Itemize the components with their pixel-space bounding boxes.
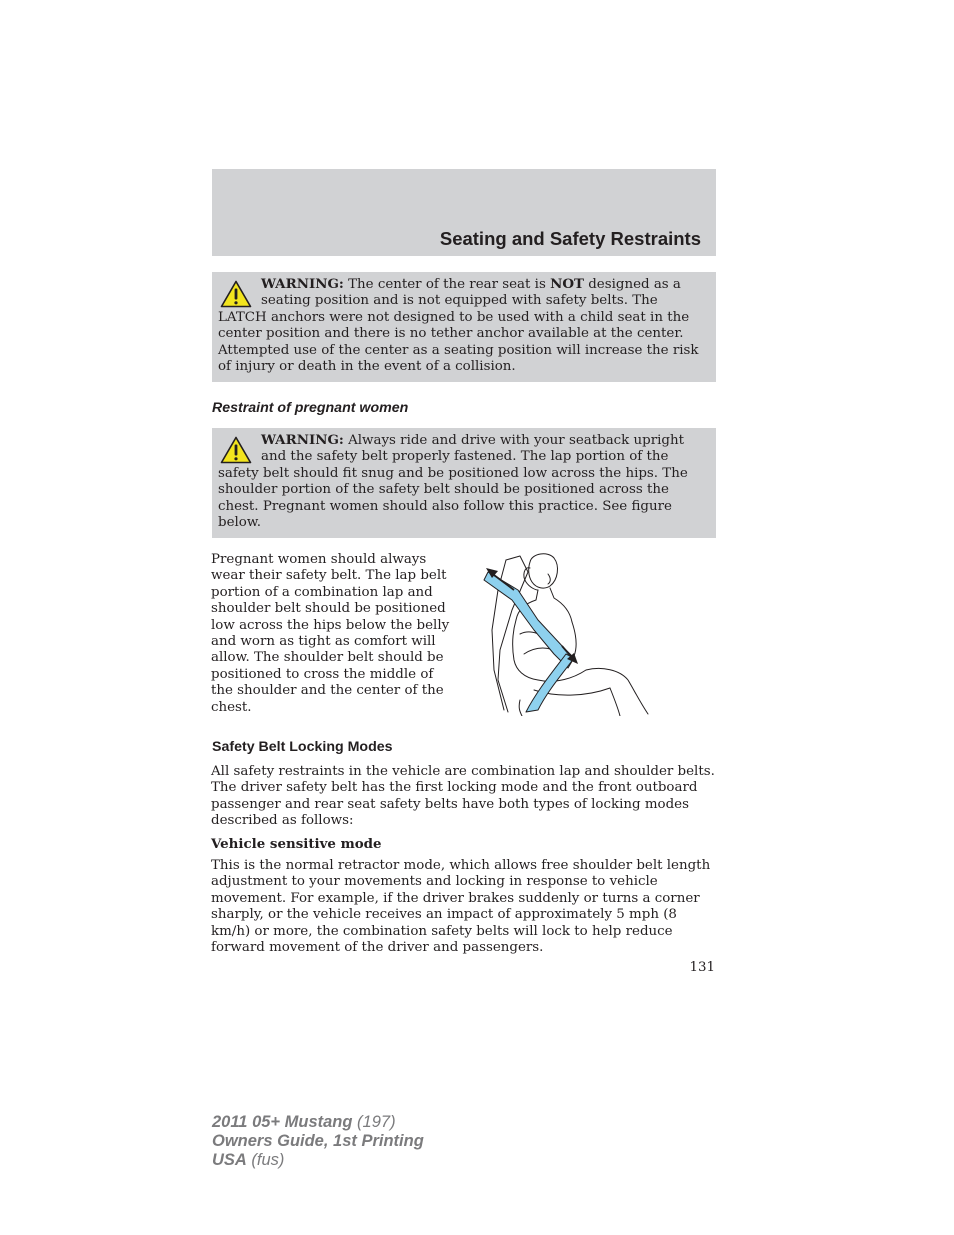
pregnant-woman-seatbelt-illustration xyxy=(478,550,653,716)
section-header xyxy=(212,169,716,256)
section-title: Seating and Safety Restraints xyxy=(439,228,701,249)
footer-model: 2011 05+ Mustang xyxy=(212,1113,353,1131)
warning-label: WARNING: xyxy=(261,276,344,292)
warning-text-line: seating position and is not equipped with safety belts. The xyxy=(261,293,658,309)
warning-triangle-icon xyxy=(220,280,252,308)
footer-line xyxy=(212,1151,424,1170)
vehicle-sensitive-mode-text: This is the normal retractor mode, which allows free shoulder belt length adjustment to your movements and locking in response to vehicle movement. For example, if the driver brakes suddenly or turns a corner sharply, or the vehicle receives an impact of approximately 5 mph (8 km/h) or more, the combination safety belts will lock to help reduce forward movement of the driver and passengers. xyxy=(211,858,711,956)
warning-text: Always ride and drive with your seatback upright xyxy=(343,433,685,448)
warning-text-body: LATCH anchors were not designed to be used with a child seat in the center position and there is no tether anchor available at the center. Attempted use of the center as a seating position will increase the risk of injury or death in the event of a collision. xyxy=(218,309,699,375)
warning-text-line xyxy=(218,432,708,449)
warning-text: The center of the rear seat is xyxy=(343,277,551,292)
page-number: 131 xyxy=(689,960,715,975)
heading-safety-belt-locking-modes: Safety Belt Locking Modes xyxy=(212,739,393,755)
locking-intro-text: All safety restraints in the vehicle are combination lap and shoulder belts. The driver safety belt has the first locking mode and the front outboard passenger and rear seat safety belts have both types of locking modes described as follows: xyxy=(211,764,715,829)
footer-line xyxy=(212,1132,424,1151)
warning-text-line: and the safety belt properly fastened. The lap portion of the xyxy=(261,449,669,465)
warning-text: designed as a xyxy=(583,277,681,292)
footer-line xyxy=(212,1113,424,1132)
warning-text-body: safety belt should fit snug and be positioned low across the hips. The shoulder portion of the safety belt should be positioned across the chest. Pregnant women should also follow this practice. See figure below. xyxy=(218,465,688,531)
footer-market: USA xyxy=(212,1151,247,1169)
document-footer xyxy=(212,1113,424,1170)
footer-market-code: (fus) xyxy=(246,1151,285,1169)
warning-box-center-seat xyxy=(212,272,716,382)
footer-code: (197) xyxy=(352,1113,396,1131)
warning-emphasis: NOT xyxy=(550,276,584,292)
warning-label: WARNING: xyxy=(261,432,344,448)
footer-edition: Owners Guide, 1st Printing xyxy=(212,1132,424,1150)
warning-box-pregnant xyxy=(212,428,716,538)
warning-triangle-icon xyxy=(220,436,252,464)
heading-vehicle-sensitive-mode: Vehicle sensitive mode xyxy=(211,836,382,852)
pregnant-body-text: Pregnant women should always wear their safety belt. The lap belt portion of a combination lap and shoulder belt should be positioned low across the hips below the belly and worn as tight as comfort will allow. The shoulder belt should be positioned to cross the middle of the shoulder and the center of the chest. xyxy=(211,552,450,715)
heading-restraint-pregnant-women: Restraint of pregnant women xyxy=(212,400,409,416)
warning-text-line xyxy=(218,276,708,293)
